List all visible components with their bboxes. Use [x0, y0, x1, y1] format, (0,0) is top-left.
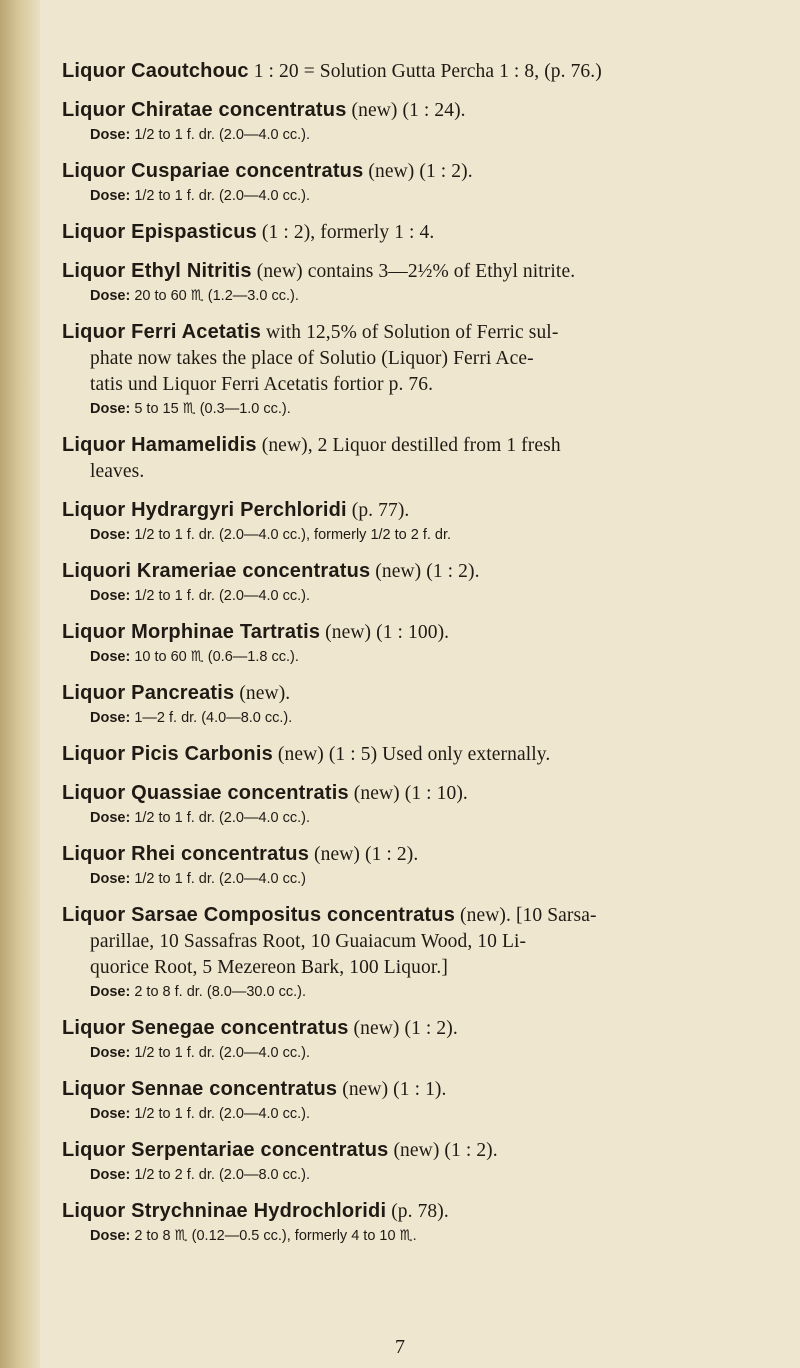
- entry-ferri-acetatis: [62, 319, 774, 420]
- entry-continuation: quorice Root, 5 Mezereon Bark, 100 Liquor.]: [90, 957, 448, 978]
- dose-text: 1/2 to 1 f. dr. (2.0—4.0 cc.).: [130, 127, 311, 143]
- entry-title: Liquor Quassiae concentratis: [62, 782, 349, 804]
- entry-continuation: parillae, 10 Sassafras Root, 10 Guaiacum Wood, 10 Li-: [90, 931, 527, 952]
- entry-title: Liquor Sarsae Compositus concentratus: [62, 904, 456, 926]
- page-number: 7: [395, 1336, 405, 1358]
- entry-hydrargyri-perchloridi: [62, 497, 774, 546]
- dose-label: Dose:: [90, 810, 131, 826]
- entry-title: Liquor Rhei concentratus: [62, 843, 310, 865]
- entry-text: (new) contains 3—2½% of Ethyl nitrite.: [251, 261, 576, 282]
- dose-text: 1/2 to 2 f. dr. (2.0—8.0 cc.).: [130, 1167, 311, 1183]
- entry-krameriae: [62, 558, 774, 607]
- dose-text: 10 to 60 ♏ (0.6—1.8 cc.).: [130, 649, 299, 665]
- entry-title: Liquor Ethyl Nitritis: [62, 260, 252, 282]
- entry-text: (new) (1 : 24).: [346, 100, 466, 121]
- entry-strychninae: [62, 1198, 774, 1247]
- entry-text: (p. 77).: [346, 500, 410, 521]
- entry-senegae: [62, 1015, 774, 1064]
- entry-text: (new).: [234, 683, 291, 704]
- entry-title: Liquor Hydrargyri Perchloridi: [62, 499, 347, 521]
- entry-text: with 12,5% of Solution of Ferric sul-: [261, 322, 559, 343]
- entry-cuspariae: [62, 158, 774, 207]
- dose-text: 2 to 8 f. dr. (8.0—30.0 cc.).: [130, 984, 306, 1000]
- dose-text: 1/2 to 1 f. dr. (2.0—4.0 cc.).: [130, 588, 311, 604]
- entry-title: Liquor Sennae concentratus: [62, 1078, 338, 1100]
- entry-title: Liquor Serpentariae concentratus: [62, 1139, 389, 1161]
- dose-label: Dose:: [90, 1106, 131, 1122]
- entry-continuation: phate now takes the place of Solutio (Liquor) Ferri Ace-: [90, 348, 534, 369]
- entry-text: (new) (1 : 2).: [348, 1018, 458, 1039]
- dose-text: 1—2 f. dr. (4.0—8.0 cc.).: [130, 710, 293, 726]
- dose-label: Dose:: [90, 288, 131, 304]
- entry-sennae: [62, 1076, 774, 1125]
- entry-text: (new) (1 : 100).: [320, 622, 450, 643]
- dose-label: Dose:: [90, 1045, 131, 1061]
- entry-morphinae-tartratis: [62, 619, 774, 668]
- dose-text: 2 to 8 ♏ (0.12—0.5 cc.), formerly 4 to 10 ♏.: [130, 1228, 417, 1244]
- dose-text: 1/2 to 1 f. dr. (2.0—4.0 cc.).: [130, 188, 311, 204]
- page-content: [62, 58, 774, 1259]
- dose-label: Dose:: [90, 127, 131, 143]
- dose-text: 1/2 to 1 f. dr. (2.0—4.0 cc.).: [130, 1106, 311, 1122]
- dose-label: Dose:: [90, 710, 131, 726]
- entry-title: Liquor Hamamelidis: [62, 434, 257, 456]
- entry-text: (new) (1 : 2).: [388, 1140, 498, 1161]
- entry-title: Liquori Krameriae concentratus: [62, 560, 371, 582]
- entry-epispasticus: [62, 219, 774, 246]
- entry-continuation: leaves.: [90, 461, 145, 482]
- entry-title: Liquor Ferri Acetatis: [62, 321, 262, 343]
- dose-label: Dose:: [90, 527, 131, 543]
- dose-text: 1/2 to 1 f. dr. (2.0—4.0 cc.), formerly 1/2 to 2 f. dr.: [130, 527, 452, 543]
- entry-rhei: [62, 841, 774, 890]
- entry-text: (new) (1 : 2).: [370, 561, 480, 582]
- entry-text: (p. 78).: [386, 1201, 449, 1222]
- entry-text: (new) (1 : 2).: [309, 844, 419, 865]
- entry-title: Liquor Picis Carbonis: [62, 743, 273, 765]
- entry-ethyl-nitritis: [62, 258, 774, 307]
- dose-label: Dose:: [90, 984, 131, 1000]
- entry-text: (new) (1 : 2).: [363, 161, 473, 182]
- entry-caoutchouc: [62, 58, 774, 85]
- entry-text: (new), 2 Liquor destilled from 1 fresh: [256, 435, 561, 456]
- entry-serpentariae: [62, 1137, 774, 1186]
- entry-title: Liquor Caoutchouc: [62, 60, 249, 82]
- dose-text: 1/2 to 1 f. dr. (2.0—4.0 cc.): [130, 871, 306, 887]
- dose-label: Dose:: [90, 588, 131, 604]
- entry-continuation: tatis und Liquor Ferri Acetatis fortior p. 76.: [90, 374, 434, 395]
- dose-label: Dose:: [90, 401, 131, 417]
- entry-sarsae-compositus: [62, 902, 774, 1003]
- entry-title: Liquor Cuspariae concentratus: [62, 160, 364, 182]
- dose-text: 5 to 15 ♏ (0.3—1.0 cc.).: [130, 401, 291, 417]
- dose-label: Dose:: [90, 649, 131, 665]
- dose-label: Dose:: [90, 188, 131, 204]
- entry-text: 1 : 20 = Solution Gutta Percha 1 : 8, (p. 76.): [248, 61, 602, 82]
- entry-text: (new). [10 Sarsa-: [455, 905, 597, 926]
- entry-title: Liquor Senegae concentratus: [62, 1017, 349, 1039]
- entry-chiratae: [62, 97, 774, 146]
- dose-label: Dose:: [90, 1228, 131, 1244]
- entry-text: (new) (1 : 10).: [348, 783, 468, 804]
- entry-pancreatis: [62, 680, 774, 729]
- dose-label: Dose:: [90, 1167, 131, 1183]
- entry-picis-carbonis: [62, 741, 774, 768]
- dose-text: 1/2 to 1 f. dr. (2.0—4.0 cc.).: [130, 810, 311, 826]
- entry-title: Liquor Epispasticus: [62, 221, 257, 243]
- dose-label: Dose:: [90, 871, 131, 887]
- dose-text: 20 to 60 ♏ (1.2—3.0 cc.).: [130, 288, 299, 304]
- entry-quassiae: [62, 780, 774, 829]
- entry-title: Liquor Strychninae Hydrochloridi: [62, 1200, 387, 1222]
- dose-text: 1/2 to 1 f. dr. (2.0—4.0 cc.).: [130, 1045, 311, 1061]
- entry-title: Liquor Pancreatis: [62, 682, 235, 704]
- entry-text: (new) (1 : 5) Used only externally.: [272, 744, 551, 765]
- entry-text: (new) (1 : 1).: [337, 1079, 447, 1100]
- entry-hamamelidis: [62, 432, 774, 485]
- entry-text: (1 : 2), formerly 1 : 4.: [256, 222, 435, 243]
- entry-title: Liquor Chiratae concentratus: [62, 99, 347, 121]
- entry-title: Liquor Morphinae Tartratis: [62, 621, 321, 643]
- book-spine-shadow: [0, 0, 40, 1368]
